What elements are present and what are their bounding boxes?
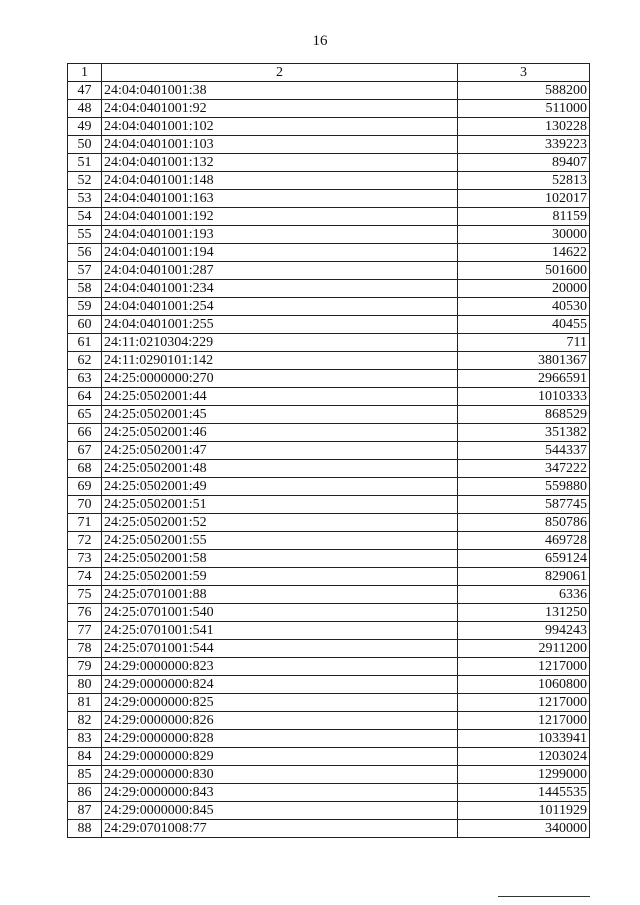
value-cell: 52813 <box>458 172 590 190</box>
cadastral-number-cell: 24:25:0502001:46 <box>102 424 458 442</box>
value-cell: 2966591 <box>458 370 590 388</box>
table-row <box>68 748 590 766</box>
row-number-cell: 87 <box>68 802 102 820</box>
value-cell: 347222 <box>458 460 590 478</box>
value-cell: 130228 <box>458 118 590 136</box>
row-number-cell: 77 <box>68 622 102 640</box>
row-number-cell: 76 <box>68 604 102 622</box>
cadastral-number-cell: 24:25:0502001:45 <box>102 406 458 424</box>
table-row <box>68 82 590 100</box>
table-row <box>68 154 590 172</box>
row-number-cell: 86 <box>68 784 102 802</box>
cadastral-number-cell: 24:25:0502001:49 <box>102 478 458 496</box>
cadastral-number-cell: 24:25:0502001:55 <box>102 532 458 550</box>
row-number-cell: 67 <box>68 442 102 460</box>
table-row <box>68 136 590 154</box>
table-row <box>68 208 590 226</box>
value-cell: 1217000 <box>458 658 590 676</box>
cadastral-number-cell: 24:11:0210304:229 <box>102 334 458 352</box>
table-row <box>68 118 590 136</box>
column-header-3: 3 <box>458 64 590 82</box>
row-number-cell: 70 <box>68 496 102 514</box>
cadastral-number-cell: 24:04:0401001:255 <box>102 316 458 334</box>
table-row <box>68 550 590 568</box>
cadastral-number-cell: 24:25:0502001:58 <box>102 550 458 568</box>
cadastral-number-cell: 24:04:0401001:163 <box>102 190 458 208</box>
value-cell: 1010333 <box>458 388 590 406</box>
value-cell: 2911200 <box>458 640 590 658</box>
row-number-cell: 58 <box>68 280 102 298</box>
row-number-cell: 74 <box>68 568 102 586</box>
value-cell: 3801367 <box>458 352 590 370</box>
row-number-cell: 81 <box>68 694 102 712</box>
table-row <box>68 784 590 802</box>
value-cell: 81159 <box>458 208 590 226</box>
value-cell: 994243 <box>458 622 590 640</box>
value-cell: 1203024 <box>458 748 590 766</box>
row-number-cell: 71 <box>68 514 102 532</box>
cadastral-number-cell: 24:04:0401001:234 <box>102 280 458 298</box>
value-cell: 469728 <box>458 532 590 550</box>
table-row <box>68 604 590 622</box>
table-row <box>68 100 590 118</box>
row-number-cell: 80 <box>68 676 102 694</box>
cadastral-number-cell: 24:25:0701001:544 <box>102 640 458 658</box>
table-row <box>68 820 590 838</box>
table-body <box>68 82 590 838</box>
value-cell: 340000 <box>458 820 590 838</box>
value-cell: 868529 <box>458 406 590 424</box>
table-row <box>68 478 590 496</box>
table-row <box>68 730 590 748</box>
table-row <box>68 352 590 370</box>
value-cell: 659124 <box>458 550 590 568</box>
value-cell: 588200 <box>458 82 590 100</box>
cadastral-number-cell: 24:25:0701001:540 <box>102 604 458 622</box>
value-cell: 501600 <box>458 262 590 280</box>
column-header-2: 2 <box>102 64 458 82</box>
value-cell: 1011929 <box>458 802 590 820</box>
cadastral-number-cell: 24:25:0502001:48 <box>102 460 458 478</box>
row-number-cell: 65 <box>68 406 102 424</box>
cadastral-number-cell: 24:11:0290101:142 <box>102 352 458 370</box>
value-cell: 587745 <box>458 496 590 514</box>
page-number: 16 <box>312 33 328 49</box>
value-cell: 30000 <box>458 226 590 244</box>
cadastral-number-cell: 24:04:0401001:287 <box>102 262 458 280</box>
row-number-cell: 51 <box>68 154 102 172</box>
row-number-cell: 64 <box>68 388 102 406</box>
value-cell: 14622 <box>458 244 590 262</box>
cadastral-table <box>67 63 590 838</box>
cadastral-number-cell: 24:04:0401001:103 <box>102 136 458 154</box>
row-number-cell: 53 <box>68 190 102 208</box>
table-row <box>68 586 590 604</box>
cadastral-number-cell: 24:04:0401001:193 <box>102 226 458 244</box>
value-cell: 511000 <box>458 100 590 118</box>
value-cell: 1217000 <box>458 694 590 712</box>
value-cell: 40455 <box>458 316 590 334</box>
cadastral-number-cell: 24:29:0000000:824 <box>102 676 458 694</box>
cadastral-number-cell: 24:29:0000000:830 <box>102 766 458 784</box>
table-row <box>68 532 590 550</box>
cadastral-number-cell: 24:29:0000000:823 <box>102 658 458 676</box>
cadastral-number-cell: 24:25:0701001:541 <box>102 622 458 640</box>
table-row <box>68 766 590 784</box>
row-number-cell: 83 <box>68 730 102 748</box>
value-cell: 1217000 <box>458 712 590 730</box>
value-cell: 40530 <box>458 298 590 316</box>
row-number-cell: 66 <box>68 424 102 442</box>
row-number-cell: 88 <box>68 820 102 838</box>
value-cell: 544337 <box>458 442 590 460</box>
table-row <box>68 190 590 208</box>
table-row <box>68 280 590 298</box>
cadastral-number-cell: 24:25:0502001:51 <box>102 496 458 514</box>
row-number-cell: 72 <box>68 532 102 550</box>
table-row <box>68 460 590 478</box>
table-row <box>68 334 590 352</box>
table-row <box>68 262 590 280</box>
cadastral-number-cell: 24:29:0000000:829 <box>102 748 458 766</box>
row-number-cell: 69 <box>68 478 102 496</box>
row-number-cell: 84 <box>68 748 102 766</box>
table-row <box>68 244 590 262</box>
row-number-cell: 55 <box>68 226 102 244</box>
cadastral-number-cell: 24:04:0401001:194 <box>102 244 458 262</box>
cadastral-number-cell: 24:04:0401001:192 <box>102 208 458 226</box>
table-row <box>68 622 590 640</box>
row-number-cell: 82 <box>68 712 102 730</box>
value-cell: 711 <box>458 334 590 352</box>
table-row <box>68 658 590 676</box>
cadastral-number-cell: 24:29:0000000:825 <box>102 694 458 712</box>
cadastral-number-cell: 24:25:0000000:270 <box>102 370 458 388</box>
value-cell: 131250 <box>458 604 590 622</box>
value-cell: 1033941 <box>458 730 590 748</box>
row-number-cell: 52 <box>68 172 102 190</box>
cadastral-number-cell: 24:04:0401001:38 <box>102 82 458 100</box>
table-row <box>68 640 590 658</box>
row-number-cell: 63 <box>68 370 102 388</box>
table-row <box>68 802 590 820</box>
value-cell: 351382 <box>458 424 590 442</box>
table-header-row <box>68 64 590 82</box>
cadastral-number-cell: 24:25:0502001:59 <box>102 568 458 586</box>
row-number-cell: 47 <box>68 82 102 100</box>
table-row <box>68 694 590 712</box>
value-cell: 89407 <box>458 154 590 172</box>
row-number-cell: 48 <box>68 100 102 118</box>
cadastral-number-cell: 24:29:0000000:843 <box>102 784 458 802</box>
value-cell: 6336 <box>458 586 590 604</box>
table-row <box>68 298 590 316</box>
row-number-cell: 73 <box>68 550 102 568</box>
cadastral-number-cell: 24:25:0701001:88 <box>102 586 458 604</box>
row-number-cell: 62 <box>68 352 102 370</box>
table-row <box>68 568 590 586</box>
table-row <box>68 424 590 442</box>
cadastral-number-cell: 24:25:0502001:47 <box>102 442 458 460</box>
value-cell: 559880 <box>458 478 590 496</box>
value-cell: 850786 <box>458 514 590 532</box>
table-row <box>68 370 590 388</box>
row-number-cell: 79 <box>68 658 102 676</box>
table-row <box>68 388 590 406</box>
cadastral-number-cell: 24:04:0401001:92 <box>102 100 458 118</box>
cadastral-number-cell: 24:29:0000000:845 <box>102 802 458 820</box>
table-row <box>68 676 590 694</box>
table-row <box>68 442 590 460</box>
value-cell: 20000 <box>458 280 590 298</box>
column-header-1: 1 <box>68 64 102 82</box>
table-row <box>68 514 590 532</box>
table-row <box>68 172 590 190</box>
row-number-cell: 85 <box>68 766 102 784</box>
row-number-cell: 56 <box>68 244 102 262</box>
table-row <box>68 226 590 244</box>
value-cell: 1445535 <box>458 784 590 802</box>
value-cell: 102017 <box>458 190 590 208</box>
cadastral-number-cell: 24:04:0401001:254 <box>102 298 458 316</box>
row-number-cell: 61 <box>68 334 102 352</box>
row-number-cell: 54 <box>68 208 102 226</box>
row-number-cell: 50 <box>68 136 102 154</box>
cadastral-number-cell: 24:29:0000000:828 <box>102 730 458 748</box>
table-row <box>68 406 590 424</box>
table-row <box>68 712 590 730</box>
row-number-cell: 57 <box>68 262 102 280</box>
cadastral-number-cell: 24:29:0701008:77 <box>102 820 458 838</box>
row-number-cell: 60 <box>68 316 102 334</box>
cadastral-number-cell: 24:29:0000000:826 <box>102 712 458 730</box>
cadastral-number-cell: 24:04:0401001:132 <box>102 154 458 172</box>
table-row <box>68 496 590 514</box>
cadastral-number-cell: 24:25:0502001:52 <box>102 514 458 532</box>
row-number-cell: 75 <box>68 586 102 604</box>
footer-rule <box>498 896 590 897</box>
table-row <box>68 316 590 334</box>
row-number-cell: 49 <box>68 118 102 136</box>
row-number-cell: 68 <box>68 460 102 478</box>
value-cell: 829061 <box>458 568 590 586</box>
cadastral-number-cell: 24:04:0401001:102 <box>102 118 458 136</box>
value-cell: 1299000 <box>458 766 590 784</box>
row-number-cell: 78 <box>68 640 102 658</box>
cadastral-number-cell: 24:25:0502001:44 <box>102 388 458 406</box>
row-number-cell: 59 <box>68 298 102 316</box>
value-cell: 339223 <box>458 136 590 154</box>
cadastral-number-cell: 24:04:0401001:148 <box>102 172 458 190</box>
value-cell: 1060800 <box>458 676 590 694</box>
